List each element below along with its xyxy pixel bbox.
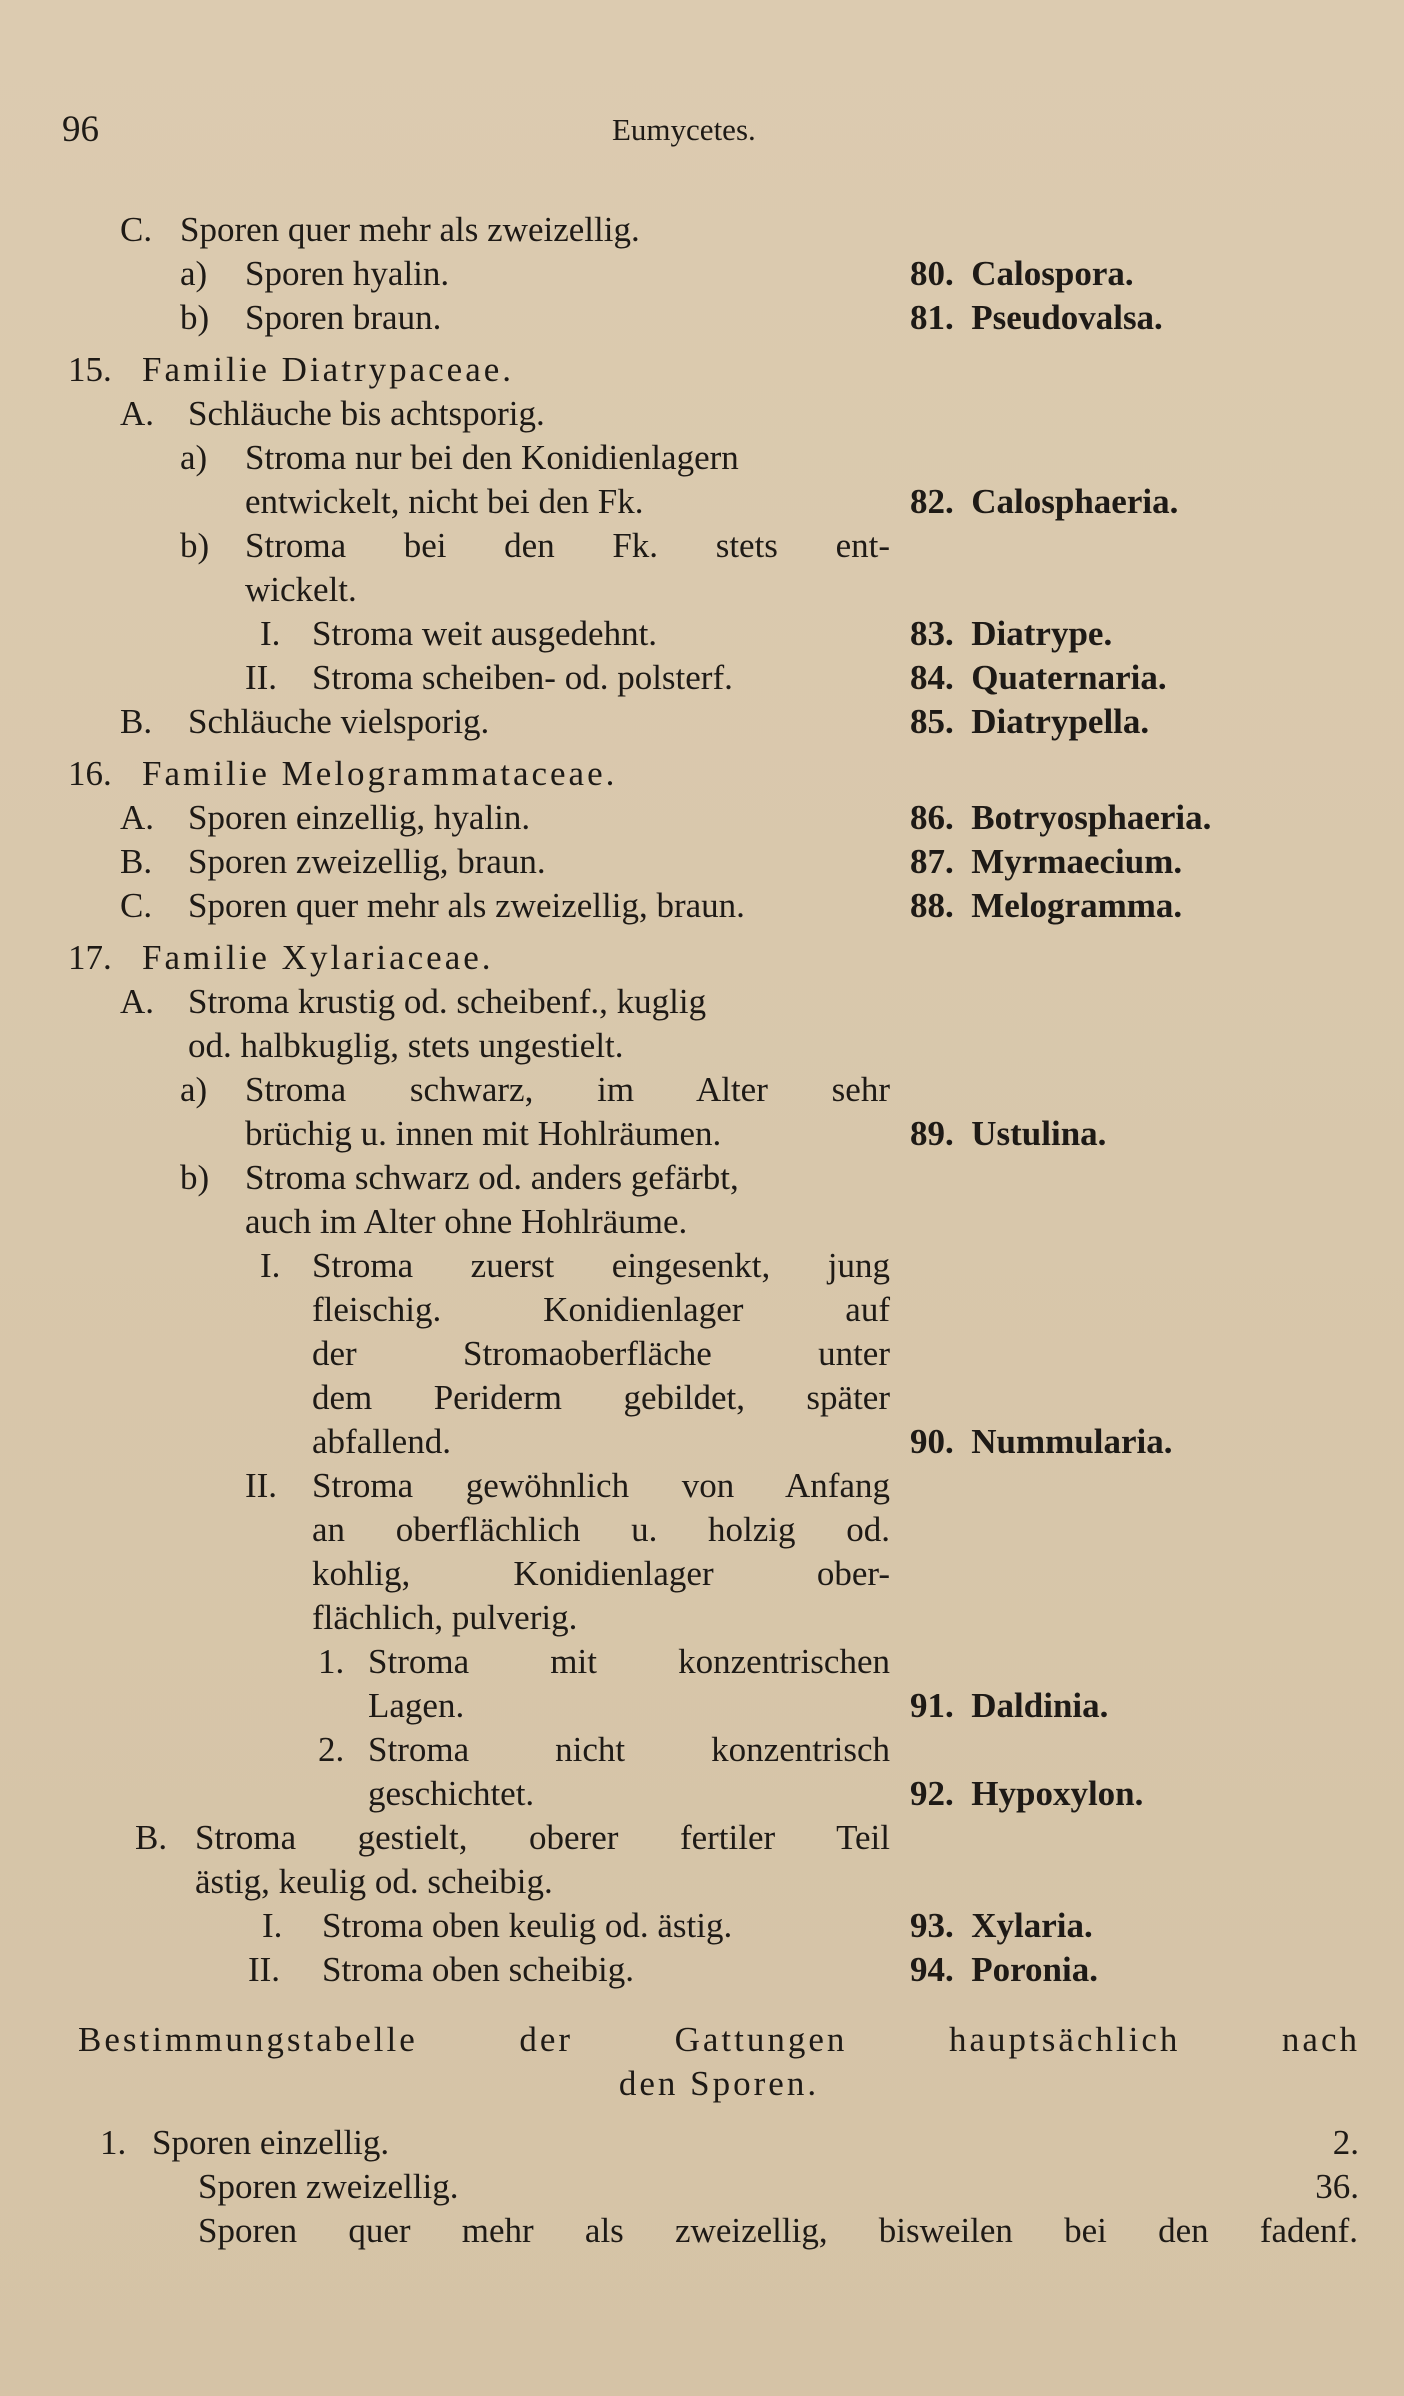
key-line bbox=[0, 1332, 1404, 1376]
genus-name: 82. Calosphaeria. bbox=[910, 482, 1179, 521]
genus-name: 90. Nummularia. bbox=[910, 1422, 1173, 1461]
key-label: I. bbox=[260, 614, 281, 653]
genus-name: 91. Daldinia. bbox=[910, 1686, 1109, 1725]
key-line bbox=[0, 1024, 1404, 1068]
key-line bbox=[0, 980, 1404, 1024]
key-text: Stroma zuerst eingesenkt, jung bbox=[312, 1246, 890, 1285]
section-heading-line-1: Bestimmungstabelle der Gattungen hauptsächlich nach bbox=[78, 2020, 1360, 2059]
key-line bbox=[0, 752, 1404, 796]
key-line bbox=[0, 1728, 1404, 1772]
key-line bbox=[0, 936, 1404, 980]
key-label: A. bbox=[120, 982, 155, 1021]
key-text: Stroma bei den Fk. stets ent- bbox=[245, 526, 890, 565]
footer-line-3 bbox=[0, 2209, 1404, 2253]
footer-key-text: Sporen zweizellig. bbox=[198, 2167, 459, 2206]
key-text: flächlich, pulverig. bbox=[312, 1598, 578, 1637]
key-text: Stroma schwarz od. anders gefärbt, bbox=[245, 1158, 739, 1197]
family-heading: Familie Diatrypaceae. bbox=[142, 350, 515, 389]
genus-name: 85. Diatrypella. bbox=[910, 702, 1150, 741]
key-label: 16. bbox=[68, 754, 112, 793]
key-text: auch im Alter ohne Hohlräume. bbox=[245, 1202, 688, 1241]
genus-name: 94. Poronia. bbox=[910, 1950, 1098, 1989]
key-line bbox=[0, 524, 1404, 568]
key-text: Stroma weit ausgedehnt. bbox=[312, 614, 658, 653]
footer-key-ref: 2. bbox=[1332, 2123, 1359, 2162]
key-label: 17. bbox=[68, 938, 112, 977]
key-label: b) bbox=[180, 526, 210, 565]
key-label: a) bbox=[180, 254, 208, 293]
key-text: abfallend. bbox=[312, 1422, 451, 1461]
key-text: Stroma nicht konzentrisch bbox=[368, 1730, 890, 1769]
key-text: Stroma scheiben- od. polsterf. bbox=[312, 658, 733, 697]
key-line bbox=[0, 796, 1404, 840]
key-label: a) bbox=[180, 438, 208, 477]
key-label: a) bbox=[180, 1070, 208, 1109]
key-line bbox=[0, 1288, 1404, 1332]
key-line bbox=[0, 884, 1404, 928]
key-line bbox=[0, 1068, 1404, 1112]
genus-name: 92. Hypoxylon. bbox=[910, 1774, 1144, 1813]
key-line bbox=[0, 436, 1404, 480]
key-label: b) bbox=[180, 298, 210, 337]
key-text: Stroma oben keulig od. ästig. bbox=[322, 1906, 733, 1945]
key-text: kohlig, Konidienlager ober- bbox=[312, 1554, 890, 1593]
key-text: Sporen einzellig, hyalin. bbox=[188, 798, 531, 837]
key-label: B. bbox=[120, 842, 153, 881]
key-label: C. bbox=[120, 886, 153, 925]
key-text: Stroma mit konzentrischen bbox=[368, 1642, 890, 1681]
key-label: b) bbox=[180, 1158, 210, 1197]
key-label: A. bbox=[120, 394, 155, 433]
key-line bbox=[0, 208, 1404, 252]
key-line bbox=[0, 1640, 1404, 1684]
key-line bbox=[0, 392, 1404, 436]
key-label: 2. bbox=[318, 1730, 345, 1769]
key-label: I. bbox=[262, 1906, 283, 1945]
key-text: Sporen zweizellig, braun. bbox=[188, 842, 546, 881]
key-text: ästig, keulig od. scheibig. bbox=[195, 1862, 553, 1901]
key-line bbox=[0, 1816, 1404, 1860]
key-text: Stroma schwarz, im Alter sehr bbox=[245, 1070, 890, 1109]
key-line bbox=[0, 1552, 1404, 1596]
key-text: dem Periderm gebildet, später bbox=[312, 1378, 890, 1417]
key-line bbox=[0, 1508, 1404, 1552]
key-line bbox=[0, 1244, 1404, 1288]
key-text: Stroma gewöhnlich von Anfang bbox=[312, 1466, 890, 1505]
key-line bbox=[0, 1464, 1404, 1508]
genus-name: 80. Calospora. bbox=[910, 254, 1134, 293]
genus-name: 84. Quaternaria. bbox=[910, 658, 1167, 697]
footer-line-2 bbox=[0, 2165, 1404, 2209]
key-line bbox=[0, 1156, 1404, 1200]
key-text: Stroma oben scheibig. bbox=[322, 1950, 635, 1989]
genus-name: 86. Botryosphaeria. bbox=[910, 798, 1212, 837]
key-line bbox=[0, 700, 1404, 744]
key-text: Stroma nur bei den Konidienlagern bbox=[245, 438, 739, 477]
key-line bbox=[0, 480, 1404, 524]
footer-key-ref: 36. bbox=[1315, 2167, 1359, 2206]
key-label: 1. bbox=[318, 1642, 345, 1681]
key-line bbox=[0, 1596, 1404, 1640]
key-line bbox=[0, 1200, 1404, 1244]
family-heading: Familie Xylariaceae. bbox=[142, 938, 494, 977]
key-line bbox=[0, 1376, 1404, 1420]
key-line bbox=[0, 1948, 1404, 1992]
key-label: B. bbox=[135, 1818, 168, 1857]
key-text: od. halbkuglig, stets ungestielt. bbox=[188, 1026, 624, 1065]
key-label: II. bbox=[245, 658, 278, 697]
running-title: Eumycetes. bbox=[612, 112, 756, 147]
key-line bbox=[0, 840, 1404, 884]
key-label: A. bbox=[120, 798, 155, 837]
key-label: 15. bbox=[68, 350, 112, 389]
key-text: Schläuche bis achtsporig. bbox=[188, 394, 545, 433]
key-line bbox=[0, 1772, 1404, 1816]
section-heading bbox=[78, 2018, 1360, 2106]
key-text: an oberflächlich u. holzig od. bbox=[312, 1510, 890, 1549]
footer-key-text: Sporen quer mehr als zweizellig, bisweilen bei den fadenf. bbox=[198, 2211, 1358, 2250]
genus-name: 83. Diatrype. bbox=[910, 614, 1113, 653]
key-line bbox=[0, 1860, 1404, 1904]
key-text: Stroma gestielt, oberer fertiler Teil bbox=[195, 1818, 890, 1857]
genus-name: 88. Melogramma. bbox=[910, 886, 1183, 925]
key-text: entwickelt, nicht bei den Fk. bbox=[245, 482, 644, 521]
key-text: fleischig. Konidienlager auf bbox=[312, 1290, 890, 1329]
key-line bbox=[0, 296, 1404, 340]
key-label: II. bbox=[245, 1466, 278, 1505]
section-heading-line-2: den Sporen. bbox=[618, 2064, 820, 2103]
family-heading: Familie Melogrammataceae. bbox=[142, 754, 618, 793]
key-text: geschichtet. bbox=[368, 1774, 535, 1813]
key-line bbox=[0, 252, 1404, 296]
key-label: II. bbox=[248, 1950, 281, 1989]
key-text: Sporen quer mehr als zweizellig. bbox=[180, 210, 640, 249]
key-text: wickelt. bbox=[245, 570, 357, 609]
key-text: der Stromaoberfläche unter bbox=[312, 1334, 890, 1373]
footer-key-text: Sporen einzellig. bbox=[152, 2123, 390, 2162]
key-line bbox=[0, 1420, 1404, 1464]
genus-name: 87. Myrmaecium. bbox=[910, 842, 1183, 881]
key-label: B. bbox=[120, 702, 153, 741]
key-label: I. bbox=[260, 1246, 281, 1285]
key-text: Sporen hyalin. bbox=[245, 254, 450, 293]
page-number: 96 bbox=[62, 109, 99, 150]
key-text: Sporen braun. bbox=[245, 298, 442, 337]
genus-name: 93. Xylaria. bbox=[910, 1906, 1093, 1945]
key-line bbox=[0, 1904, 1404, 1948]
key-label: C. bbox=[120, 210, 153, 249]
key-line bbox=[0, 612, 1404, 656]
genus-name: 89. Ustulina. bbox=[910, 1114, 1107, 1153]
key-line bbox=[0, 1684, 1404, 1728]
key-line bbox=[0, 1112, 1404, 1156]
key-line bbox=[0, 656, 1404, 700]
key-text: brüchig u. innen mit Hohlräumen. bbox=[245, 1114, 722, 1153]
key-line bbox=[0, 568, 1404, 612]
key-text: Lagen. bbox=[368, 1686, 465, 1725]
footer-line-1 bbox=[0, 2121, 1404, 2165]
genus-name: 81. Pseudovalsa. bbox=[910, 298, 1163, 337]
footer-key-number: 1. bbox=[100, 2123, 127, 2162]
key-text: Schläuche vielsporig. bbox=[188, 702, 490, 741]
key-text: Sporen quer mehr als zweizellig, braun. bbox=[188, 886, 745, 925]
key-text: Stroma krustig od. scheibenf., kuglig bbox=[188, 982, 707, 1021]
key-line bbox=[0, 348, 1404, 392]
